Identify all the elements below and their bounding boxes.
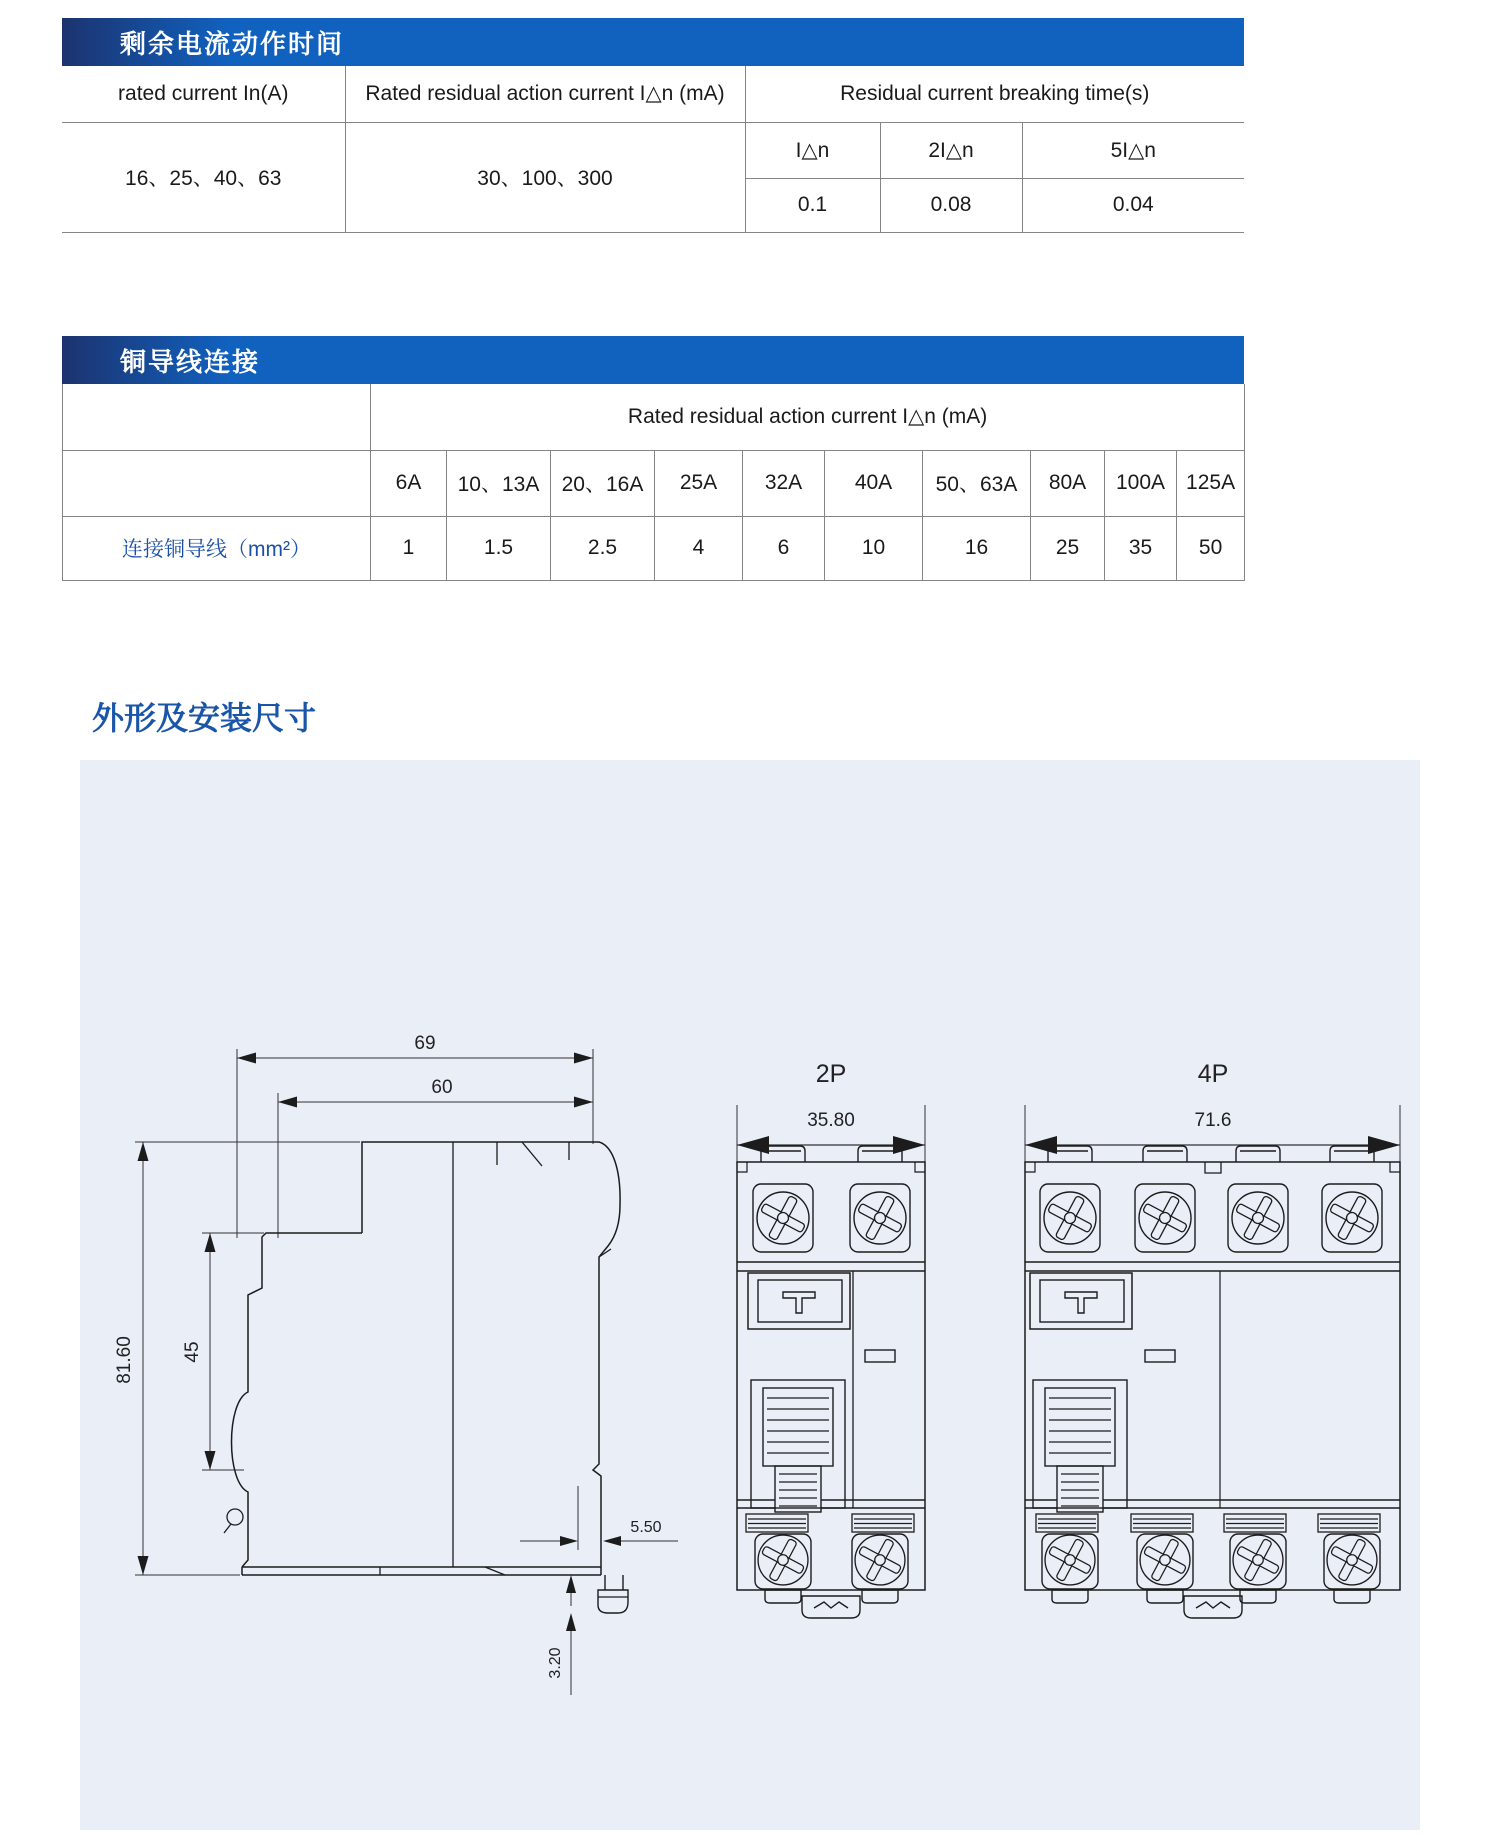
table2-cell-value: 16 (923, 516, 1031, 580)
table2-cell-value: 1.5 (447, 516, 551, 580)
table1-col2-header: Rated residual action current I△n (mA) (345, 66, 745, 122)
table2-cell-value: 25 (1031, 516, 1105, 580)
table1-col3-header: Residual current breaking time(s) (745, 66, 1244, 122)
side-dim-clip-height: 3.20 (547, 1647, 564, 1679)
table1-header-bar (62, 18, 1244, 66)
outline-drawings-panel (80, 760, 1420, 1830)
table1-value-idn: 0.1 (745, 178, 880, 232)
residual-current-action-time-table (62, 66, 1244, 233)
table1-col1-header: rated current In(A) (62, 66, 345, 122)
table1-value-5idn: 0.04 (1022, 178, 1244, 232)
table2-cell-value: 10 (825, 516, 923, 580)
4p-dim-width: 71.6 (1194, 1110, 1232, 1131)
table2-col-header: 40A (825, 450, 923, 516)
front-view-2p-drawing (737, 1060, 925, 1618)
table2-header-bar (62, 336, 1244, 384)
table1-title: 剩余电流动作时间 (120, 28, 345, 59)
side-dim-body-width: 60 (431, 1077, 453, 1098)
table2-cell-value: 6 (743, 516, 825, 580)
table2-col-header: 20、16A (551, 450, 655, 516)
4p-label: 4P (1197, 1060, 1229, 1088)
table2-cell-value: 4 (655, 516, 743, 580)
table2-col-header: 32A (743, 450, 825, 516)
copper-wire-connection-table (62, 384, 1245, 581)
table2-col-header: 10、13A (447, 450, 551, 516)
side-view-drawing (114, 1033, 678, 1695)
2p-dim-width: 35.80 (807, 1110, 855, 1131)
table2-col-header: 50、63A (923, 450, 1031, 516)
table1-value-2idn: 0.08 (880, 178, 1022, 232)
table2-col-header: 125A (1177, 450, 1245, 516)
side-dim-overall-height: 81.60 (114, 1336, 135, 1384)
table2-merged-header: Rated residual action current I△n (mA) (371, 384, 1245, 450)
table2-row-label: 连接铜导线（mm²） (63, 516, 371, 580)
outline-drawings-svg (80, 760, 1420, 1830)
table2-col-header: 100A (1105, 450, 1177, 516)
table2-col-header: 6A (371, 450, 447, 516)
table1-col1-value: 16、25、40、63 (62, 122, 345, 232)
table1-subheader-2idn: 2I△n (880, 122, 1022, 178)
table2-cell-value: 50 (1177, 516, 1245, 580)
table2-corner-cell (63, 384, 371, 450)
table1-col2-value: 30、100、300 (345, 122, 745, 232)
table2-empty-label-cell (63, 450, 371, 516)
side-dim-clip-depth: 5.50 (630, 1519, 662, 1536)
table1-subheader-5idn: 5I△n (1022, 122, 1244, 178)
table2-title: 铜导线连接 (120, 346, 261, 377)
table2-col-header: 80A (1031, 450, 1105, 516)
side-dim-front-height: 45 (182, 1341, 203, 1363)
2p-label: 2P (815, 1060, 847, 1088)
table2-cell-value: 1 (371, 516, 447, 580)
front-view-4p-drawing (1025, 1060, 1400, 1618)
side-dim-overall-width: 69 (414, 1033, 436, 1054)
outline-section-title: 外形及安装尺寸 (92, 700, 317, 736)
table2-cell-value: 35 (1105, 516, 1177, 580)
table2-col-header: 25A (655, 450, 743, 516)
table1-subheader-idn: I△n (745, 122, 880, 178)
table2-cell-value: 2.5 (551, 516, 655, 580)
